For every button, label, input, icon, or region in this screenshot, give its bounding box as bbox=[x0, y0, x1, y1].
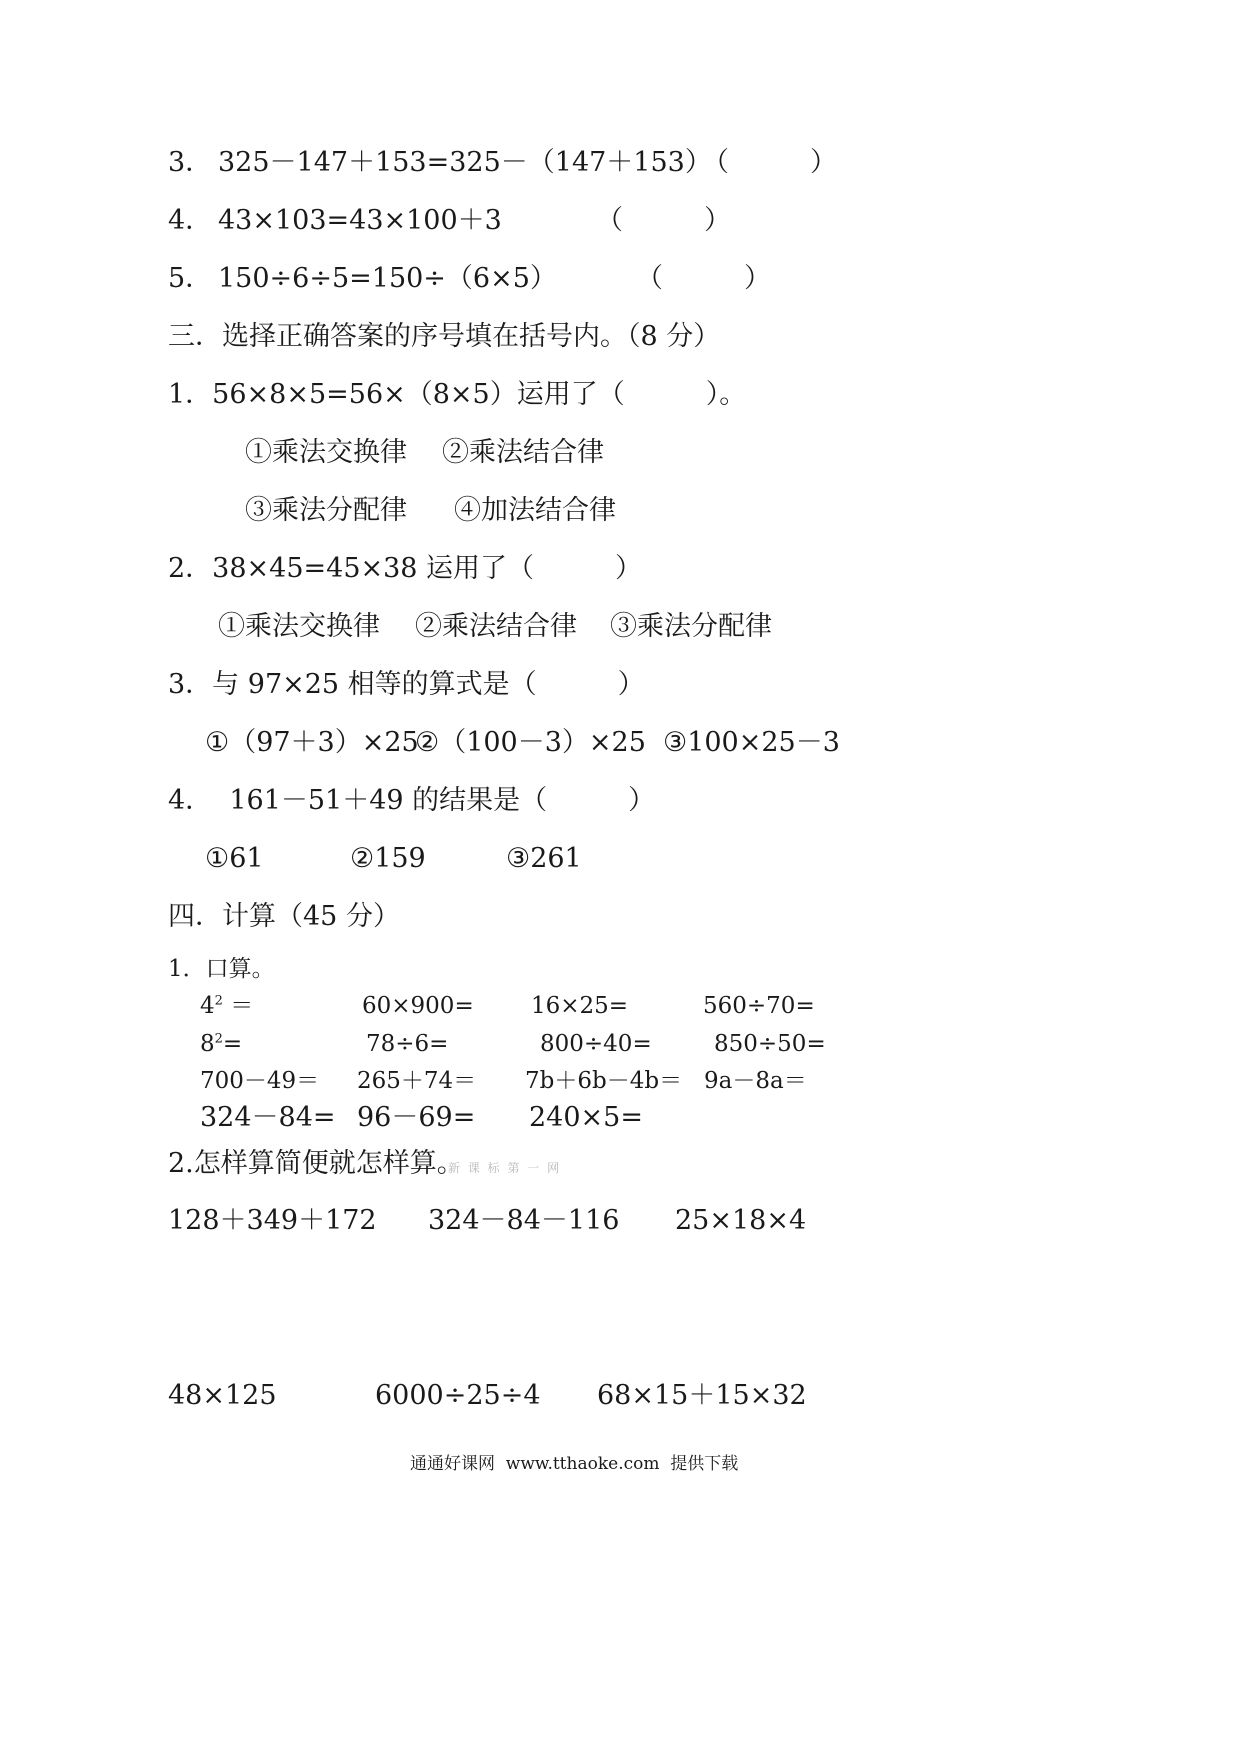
simplify-r2-1: 48×125 bbox=[168, 1380, 277, 1411]
tf-item-3-answer-blank[interactable]: （ ） bbox=[702, 147, 837, 178]
choice-q1-text: 1．56×8×5=56×（8×5）运用了（ ）。 bbox=[168, 379, 747, 410]
oral-r2-a: $8^2=$ bbox=[200, 1031, 243, 1057]
tf-item-3-number: 3． bbox=[168, 147, 213, 178]
simplify-r2-2: 6000÷25÷4 bbox=[375, 1380, 541, 1411]
simplify-r2-3: 68×15＋15×32 bbox=[597, 1380, 807, 1411]
oral-r1-a: $4^2$ ＝ bbox=[200, 993, 254, 1019]
tf-item-4-answer-blank[interactable]: （ ） bbox=[596, 205, 731, 236]
simplify-title: 2.怎样算简便就怎样算。 bbox=[168, 1148, 464, 1179]
oral-r4-b: 96－69= bbox=[357, 1102, 476, 1133]
choice-q4-option-3: ③261 bbox=[506, 843, 582, 874]
oral-r1-d: 560÷70= bbox=[703, 993, 815, 1019]
choice-q2-option-3: ③乘法分配律 bbox=[610, 611, 772, 642]
oral-r1-c: 16×25= bbox=[531, 993, 629, 1019]
oral-r4-a: 324－84= bbox=[200, 1102, 336, 1133]
watermark-text: 新 课 标 第 一 网 bbox=[448, 1161, 562, 1175]
choice-q1-option-1: ①乘法交换律 bbox=[245, 437, 407, 468]
choice-q4-option-2: ②159 bbox=[350, 843, 426, 874]
choice-q4-option-1: ①61 bbox=[205, 843, 264, 874]
tf-item-3-expression: 325－147＋153=325－（147＋153） bbox=[218, 147, 712, 178]
oral-r2-b: 78÷6= bbox=[366, 1031, 449, 1057]
choice-q2-text: 2．38×45=45×38 运用了（ ） bbox=[168, 553, 643, 584]
choice-q3-option-2: ②（100－3）×25 bbox=[415, 727, 646, 758]
oral-r3-a: 700－49＝ bbox=[200, 1068, 320, 1094]
choice-q3-text: 3．与 97×25 相等的算式是（ ） bbox=[168, 669, 645, 700]
oral-calc-title: 1．口算。 bbox=[168, 956, 275, 982]
tf-item-4-number: 4． bbox=[168, 205, 213, 236]
section-3-heading: 三．选择正确答案的序号填在括号内。（8 分） bbox=[168, 321, 721, 352]
tf-item-5-expression: 150÷6÷5=150÷（6×5） bbox=[218, 263, 557, 294]
choice-q1-option-2: ②乘法结合律 bbox=[442, 437, 604, 468]
simplify-r1-1: 128＋349＋172 bbox=[168, 1205, 377, 1236]
choice-q4-text: 4． 161－51＋49 的结果是（ ） bbox=[168, 785, 656, 816]
choice-q3-option-1: ①（97＋3）×25 bbox=[205, 727, 419, 758]
simplify-r1-3: 25×18×4 bbox=[675, 1205, 807, 1236]
simplify-r1-2: 324－84－116 bbox=[428, 1205, 620, 1236]
choice-q2-option-1: ①乘法交换律 bbox=[218, 611, 380, 642]
oral-r3-c: 7b＋6b－4b＝ bbox=[525, 1068, 683, 1094]
oral-r2-d: 850÷50= bbox=[714, 1031, 826, 1057]
choice-q2-option-2: ②乘法结合律 bbox=[415, 611, 577, 642]
choice-q3-option-3: ③100×25－3 bbox=[663, 727, 840, 758]
oral-r2-c: 800÷40= bbox=[540, 1031, 652, 1057]
choice-q1-option-4: ④加法结合律 bbox=[454, 495, 616, 526]
oral-r1-b: 60×900= bbox=[362, 993, 474, 1019]
choice-q1-option-3: ③乘法分配律 bbox=[245, 495, 407, 526]
footer-credit: 通通好课网 www.tthaoke.com 提供下载 bbox=[410, 1454, 739, 1474]
oral-r3-b: 265＋74＝ bbox=[357, 1068, 477, 1094]
oral-r4-c: 240×5= bbox=[529, 1102, 643, 1133]
tf-item-5-answer-blank[interactable]: （ ） bbox=[636, 263, 771, 294]
oral-r3-d: 9a－8a＝ bbox=[704, 1068, 807, 1094]
tf-item-5-number: 5． bbox=[168, 263, 213, 294]
tf-item-4-expression: 43×103=43×100＋3 bbox=[218, 205, 502, 236]
section-4-heading: 四．计算（45 分） bbox=[168, 901, 400, 932]
